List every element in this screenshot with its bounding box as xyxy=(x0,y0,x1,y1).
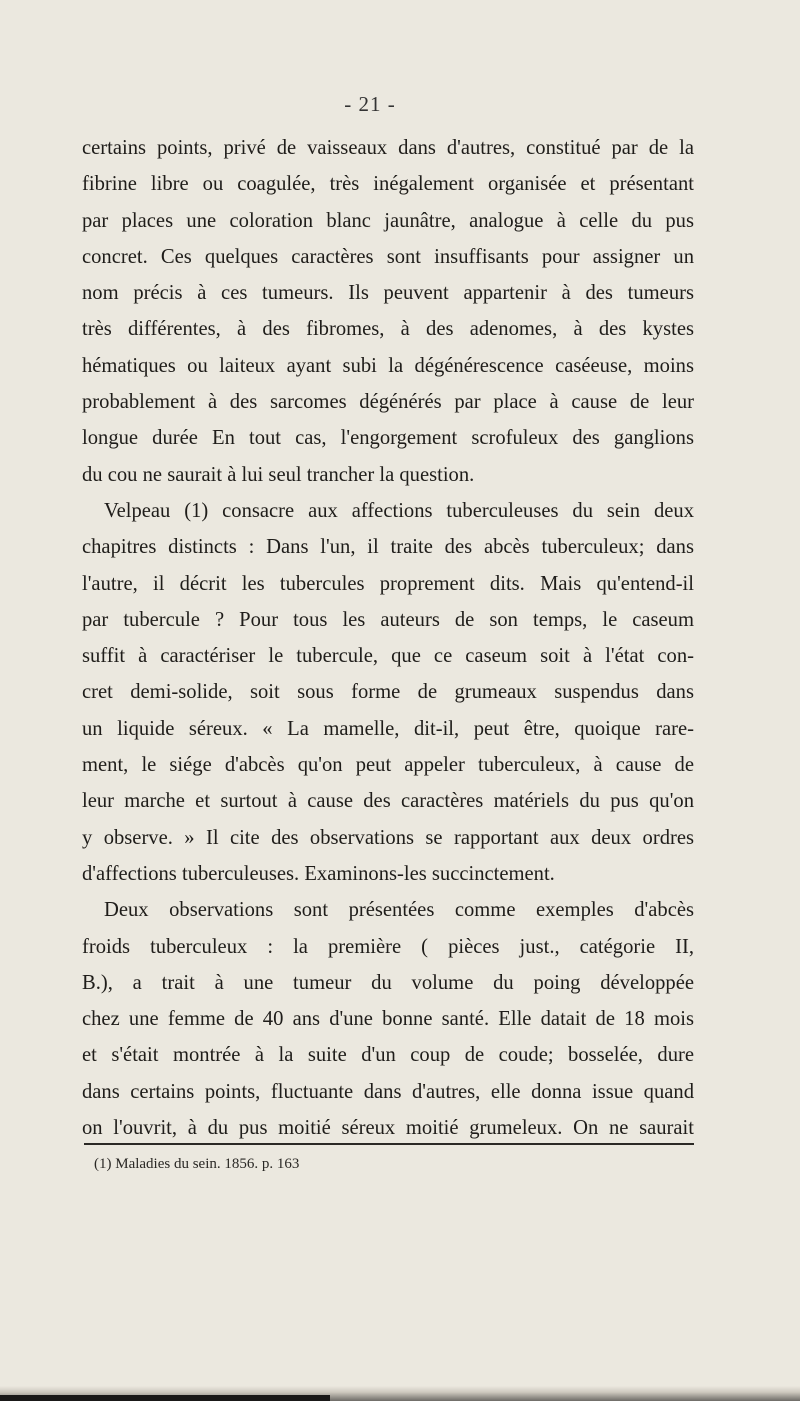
main-text xyxy=(82,130,694,1146)
text-line: et s'était montrée à la suite d'un coup de coude; bosselée, dure xyxy=(82,1044,694,1067)
paragraph xyxy=(82,892,694,1146)
text-line: y observe. » Il cite des observations se rapportant aux deux ordres xyxy=(82,826,694,849)
text-line: fibrine libre ou coagulée, très inégalement organisée et présentant xyxy=(82,173,694,196)
page-bottom-edge xyxy=(0,1386,800,1401)
text-line: l'autre, il décrit les tubercules proprement dits. Mais qu'entend-il xyxy=(82,572,694,595)
text-line: chez une femme de 40 ans d'une bonne santé. Elle datait de 18 mois xyxy=(82,1008,694,1031)
text-line: chapitres distincts : Dans l'un, il traite des abcès tuberculeux; dans xyxy=(82,536,694,559)
text-line: concret. Ces quelques caractères sont insuffisants pour assigner un xyxy=(82,245,694,268)
paragraph xyxy=(82,130,694,493)
footnote: (1) Maladies du sein. 1856. p. 163 xyxy=(94,1156,300,1172)
text-line: cret demi-solide, soit sous forme de grumeaux suspendus dans xyxy=(82,681,694,704)
text-line: un liquide séreux. « La mamelle, dit-il, peut être, quoique rare- xyxy=(82,717,694,740)
scan-shadow xyxy=(0,1395,330,1401)
text-line: Deux observations sont présentées comme exemples d'abcès xyxy=(104,899,694,922)
text-line: par tubercule ? Pour tous les auteurs de son temps, le caseum xyxy=(82,608,694,631)
text-line: nom précis à ces tumeurs. Ils peuvent appartenir à des tumeurs xyxy=(82,282,694,305)
text-line: certains points, privé de vaisseaux dans d'autres, constitué par de la xyxy=(82,137,694,159)
text-line: d'affections tuberculeuses. Examinons-les succinctement. xyxy=(82,862,555,885)
paragraph xyxy=(82,493,694,892)
text-line: suffit à caractériser le tubercule, que ce caseum soit à l'état con- xyxy=(82,645,694,668)
text-line: ment, le siége d'abcès qu'on peut appeler tuberculeux, à cause de xyxy=(82,754,694,777)
text-line: froids tuberculeux : la première ( pièces just., catégorie II, xyxy=(82,935,694,958)
text-line: hématiques ou laiteux ayant subi la dégénérescence caséeuse, moins xyxy=(82,354,694,377)
text-line: Velpeau (1) consacre aux affections tuberculeuses du sein deux xyxy=(104,499,694,522)
text-line: dans certains points, fluctuante dans d'autres, elle donna issue quand xyxy=(82,1080,694,1103)
text-line: longue durée En tout cas, l'engorgement scrofuleux des ganglions xyxy=(82,427,694,450)
text-line: probablement à des sarcomes dégénérés par place à cause de leur xyxy=(82,391,694,414)
text-line: leur marche et surtout à cause des caractères matériels du pus qu'on xyxy=(82,790,694,813)
text-line: par places une coloration blanc jaunâtre, analogue à celle du pus xyxy=(82,209,694,232)
text-line: on l'ouvrit, à du pus moitié séreux moitié grumeleux. On ne saurait xyxy=(82,1117,694,1140)
footnote-divider xyxy=(84,1143,694,1145)
text-line: B.), a trait à une tumeur du volume du poing développée xyxy=(82,971,694,994)
text-line: très différentes, à des fibromes, à des adenomes, à des kystes xyxy=(82,318,694,341)
text-line: du cou ne saurait à lui seul trancher la question. xyxy=(82,463,475,486)
page-number: - 21 - xyxy=(344,92,396,116)
